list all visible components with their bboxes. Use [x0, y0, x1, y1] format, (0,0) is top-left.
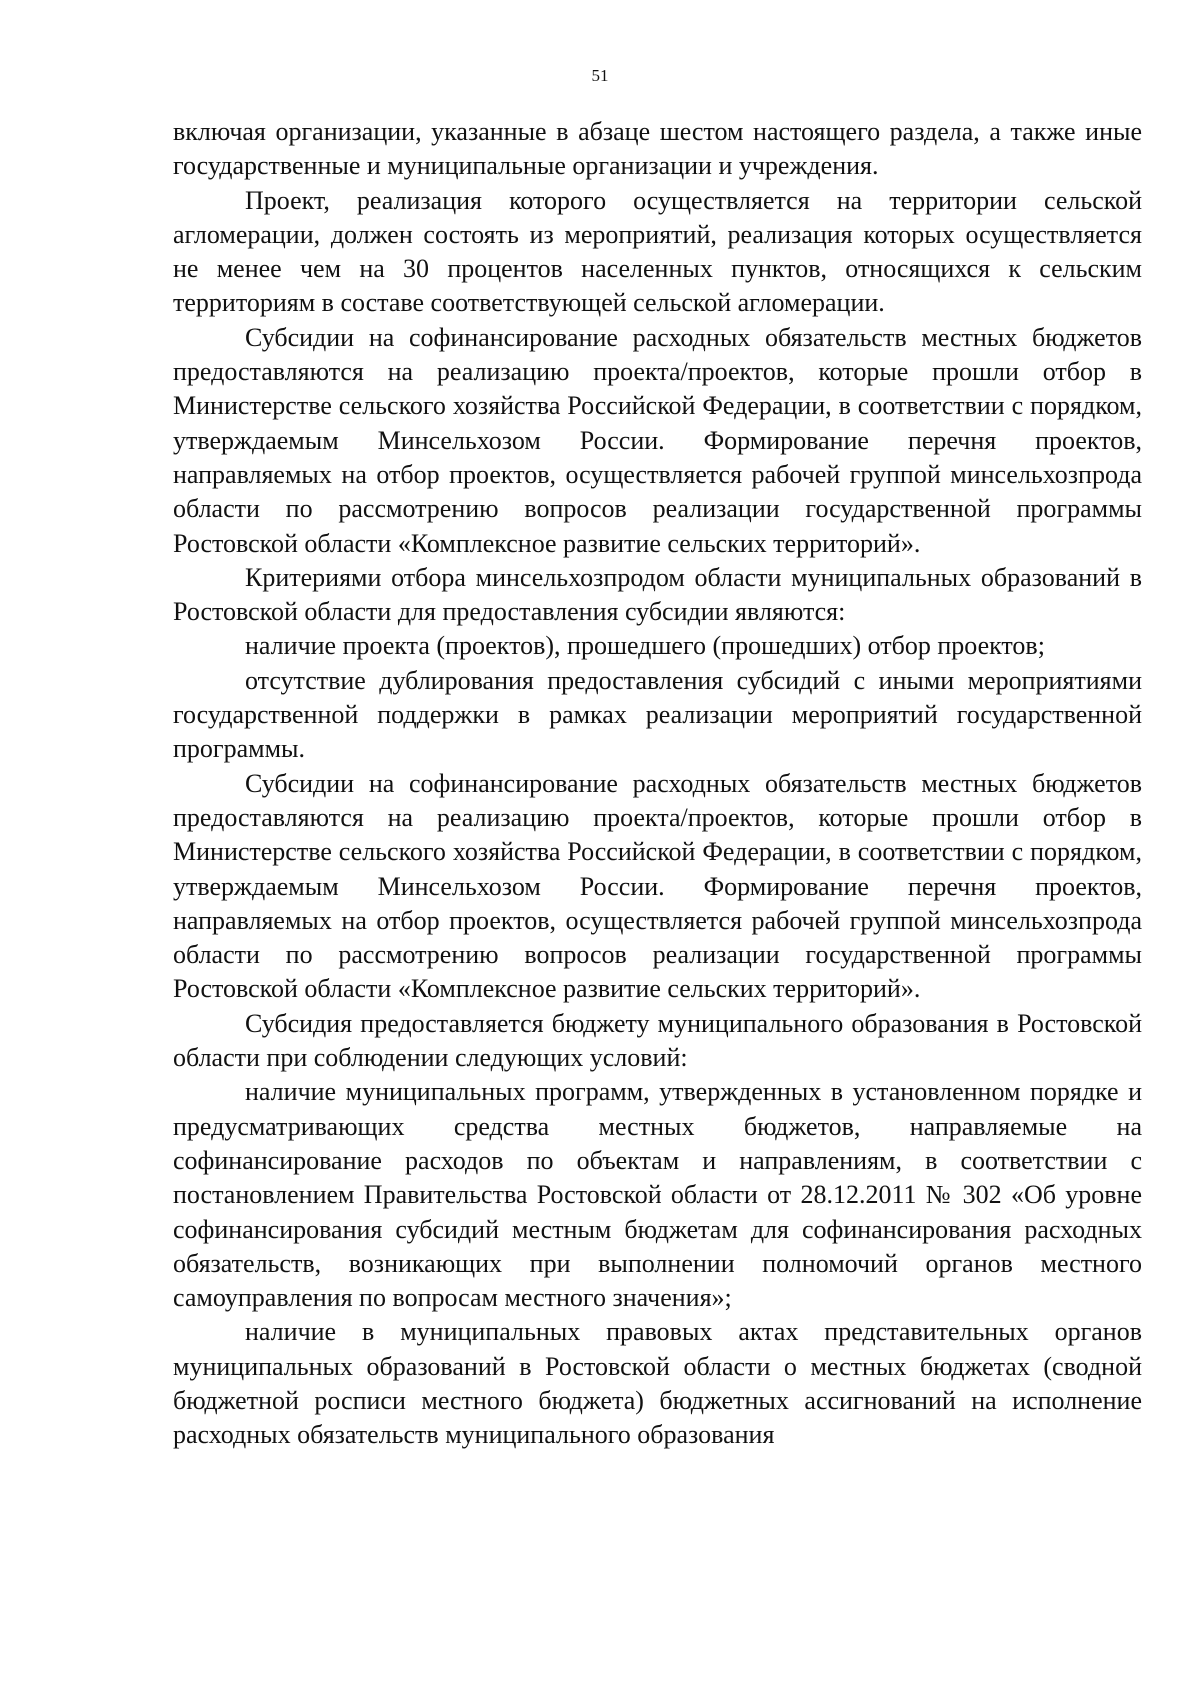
paragraph-7: Субсидии на софинансирование расходных обязательств местных бюджетов предоставляются на реализацию проекта/проектов, которые прошли отбор в Министерстве сельского хозяйства Российской Федерации, в соответствии с порядком, утверждаемым Минсельхозом России. Формирование перечня проектов, направляемых на отбор проектов, осуществляется рабочей группой минсельхозпрода области по рассмотрению вопросов реализации государственной программы Ростовской области «Комплексное развитие сельских территорий». — [173, 768, 1142, 1004]
paragraph-3: Субсидии на софинансирование расходных обязательств местных бюджетов предоставляются на реализацию проекта/проектов, которые прошли отбор в Министерстве сельского хозяйства Российской Федерации, в соответствии с порядком, утверждаемым Минсельхозом России. Формирование перечня проектов, направляемых на отбор проектов, осуществляется рабочей группой минсельхозпрода области по рассмотрению вопросов реализации государственной программы Ростовской области «Комплексное развитие сельских территорий». — [173, 322, 1142, 558]
paragraph-6: отсутствие дублирования предоставления субсидий с иными мероприятиями государственной поддержки в рамках реализации мероприятий государственной программы. — [173, 665, 1142, 764]
paragraph-10: наличие в муниципальных правовых актах представительных органов муниципальных образований в Ростовской области о местных бюджетах (сводной бюджетной росписи местного бюджета) бюджетных ассигнований на исполнение расходных обязательств муниципального образования — [173, 1317, 1142, 1450]
paragraph-5: наличие проекта (проектов), прошедшего (прошедших) отбор проектов; — [245, 631, 1045, 661]
paragraph-1: включая организации, указанные в абзаце шестом настоящего раздела, а также иные государственные и муниципальные организации и учреждения. — [173, 117, 1142, 181]
paragraph-2: Проект, реализация которого осуществляется на территории сельской агломерации, должен состоять из мероприятий, реализация которых осуществляется не менее чем на 30 процентов населенных пунктов, относящихся к сельским территориям в составе соответствующей сельской агломерации. — [173, 185, 1142, 318]
document-body — [173, 115, 1142, 1453]
page-number: 51 — [591, 66, 609, 85]
paragraph-8: Субсидия предоставляется бюджету муниципального образования в Ростовской области при соблюдении следующих условий: — [173, 1008, 1142, 1073]
paragraph-9: наличие муниципальных программ, утвержденных в установленном порядке и предусматривающих средства местных бюджетов, направляемые на софинансирование расходов по объектам и направлениям, в соответствии с постановлением Правительства Ростовской области от 28.12.2011 № 302 «Об уровне софинансирования субсидий местным бюджетам для софинансирования расходных обязательств, возникающих при выполнении полномочий органов местного самоуправления по вопросам местного значения»; — [173, 1077, 1142, 1313]
paragraph-4: Критериями отбора минсельхозпродом области муниципальных образований в Ростовской области для предоставления субсидии являются: — [173, 562, 1142, 627]
